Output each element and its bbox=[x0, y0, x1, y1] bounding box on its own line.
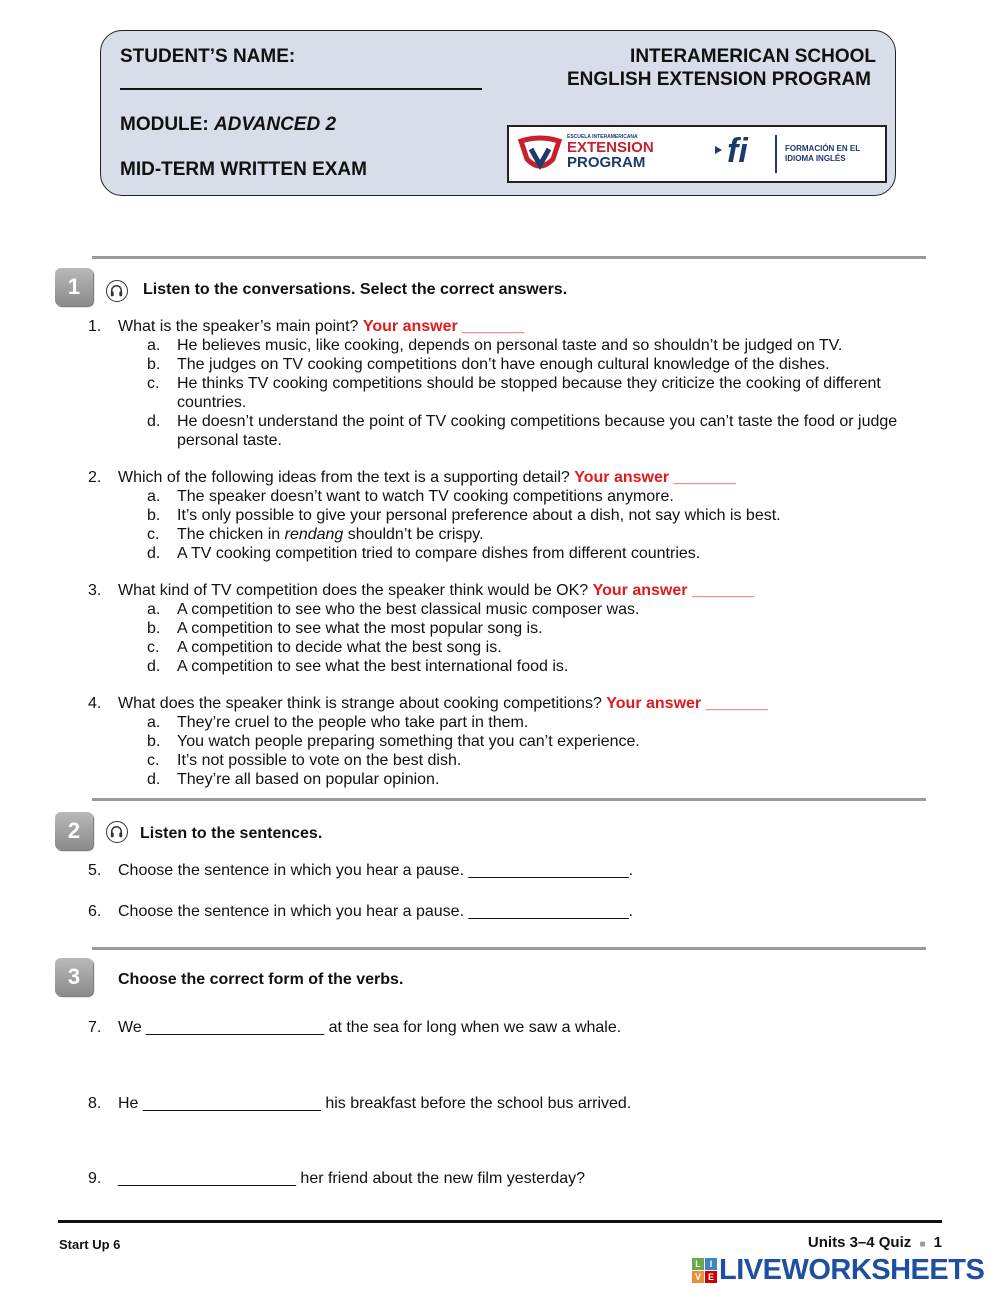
question-text-wrap bbox=[118, 317, 524, 336]
question-text: What kind of TV competition does the speaker think would be OK? bbox=[118, 582, 589, 599]
section-divider bbox=[92, 256, 926, 259]
module-label bbox=[120, 114, 336, 136]
option-text bbox=[177, 525, 917, 544]
question-text: We ____________________ at the sea for long when we saw a whale. bbox=[118, 1019, 622, 1036]
tile-l: L bbox=[692, 1258, 704, 1270]
option-text: You watch people preparing something that you can’t experience. bbox=[177, 733, 640, 750]
logo-extension-text: EXTENSION bbox=[567, 139, 654, 156]
question-number: 8. bbox=[88, 1095, 102, 1112]
option-text-italic: rendang bbox=[284, 526, 344, 543]
logo-formacion-line1: FORMACIÓN EN EL bbox=[785, 144, 861, 153]
answer-field[interactable]: Your answer _______ bbox=[362, 318, 525, 335]
answer-field[interactable]: Your answer _______ bbox=[592, 582, 755, 599]
option-text: A TV cooking competition tried to compare dishes from different countries. bbox=[177, 545, 701, 562]
question-text: ____________________ her friend about the new film yesterday? bbox=[118, 1170, 586, 1187]
tile-i: I bbox=[705, 1258, 717, 1270]
option-text: He doesn’t understand the point of TV cooking competitions because you can’t taste the food or judge personal taste. bbox=[177, 413, 898, 449]
question-number: 9. bbox=[88, 1170, 102, 1187]
question-number: 7. bbox=[88, 1019, 102, 1036]
option-label: c. bbox=[147, 375, 160, 392]
option-label: d. bbox=[147, 545, 161, 562]
question-text-wrap bbox=[118, 694, 768, 713]
headphones-icon[interactable] bbox=[106, 280, 128, 302]
option-label: d. bbox=[147, 658, 161, 675]
option-text: A competition to see who the best classical music composer was. bbox=[177, 601, 640, 618]
program-name: ENGLISH EXTENSION PROGRAM bbox=[566, 69, 871, 90]
option-label: b. bbox=[147, 733, 161, 750]
play-arrow-icon bbox=[715, 146, 722, 154]
footer-quiz-label bbox=[808, 1234, 942, 1251]
option-label: a. bbox=[147, 601, 161, 618]
answer-field[interactable]: Your answer _______ bbox=[606, 695, 768, 712]
option-label: a. bbox=[147, 337, 161, 354]
question-number: 5. bbox=[88, 862, 102, 879]
exam-title: MID-TERM WRITTEN EXAM bbox=[120, 159, 367, 180]
option-label: a. bbox=[147, 488, 161, 505]
question-text: Choose the sentence in which you hear a pause. __________________. bbox=[118, 903, 634, 920]
headphones-glyph bbox=[107, 822, 126, 841]
option-label: b. bbox=[147, 620, 161, 637]
tile-v: V bbox=[692, 1271, 704, 1283]
extension-shield-icon bbox=[517, 135, 563, 175]
logo-divider bbox=[775, 135, 777, 173]
option-text: He thinks TV cooking competitions should be stopped because they criticize the cooking of different countries. bbox=[177, 375, 881, 411]
school-name: INTERAMERICAN SCHOOL bbox=[630, 46, 876, 67]
logo-small-text: ESCUELA INTERAMERICANA bbox=[567, 134, 638, 140]
option-text: They’re cruel to the people who take part in them. bbox=[177, 714, 529, 731]
section-instruction: Choose the correct form of the verbs. bbox=[118, 971, 404, 988]
section-divider bbox=[92, 947, 926, 950]
section-instruction: Listen to the conversations. Select the correct answers. bbox=[143, 281, 568, 298]
footer-page-number: 1 bbox=[933, 1234, 942, 1251]
question-number: 2. bbox=[88, 469, 102, 486]
logo-formacion-line2: IDIOMA INGLÉS bbox=[785, 154, 846, 163]
section-divider bbox=[92, 798, 926, 801]
question-number: 1. bbox=[88, 318, 102, 335]
question-text: Which of the following ideas from the text is a supporting detail? bbox=[118, 469, 570, 486]
section-instruction: Listen to the sentences. bbox=[140, 825, 323, 842]
option-label: b. bbox=[147, 507, 161, 524]
footer-quiz-text: Units 3–4 Quiz bbox=[807, 1234, 912, 1251]
option-label: a. bbox=[147, 714, 161, 731]
student-name-line[interactable] bbox=[120, 88, 482, 90]
program-logo bbox=[507, 125, 887, 183]
question-text: He ____________________ his breakfast before the school bus arrived. bbox=[118, 1095, 632, 1112]
module-label-text: MODULE: bbox=[120, 114, 209, 135]
logo-program-text: PROGRAM bbox=[567, 154, 646, 171]
section-badge: 3 bbox=[55, 958, 93, 996]
section-badge: 2 bbox=[55, 812, 93, 850]
headphones-glyph bbox=[107, 281, 126, 300]
section-badge: 1 bbox=[55, 268, 93, 306]
liveworksheets-tiles-icon bbox=[692, 1258, 718, 1284]
module-value: ADVANCED 2 bbox=[213, 114, 337, 135]
liveworksheets-brand: LIVEWORKSHEETS bbox=[719, 1254, 985, 1286]
question-text-wrap bbox=[118, 468, 736, 487]
option-label: b. bbox=[147, 356, 161, 373]
option-text: They’re all based on popular opinion. bbox=[177, 771, 440, 788]
logo-fi-text: fi bbox=[727, 132, 748, 170]
answer-field[interactable]: Your answer _______ bbox=[574, 469, 736, 486]
question-text-wrap bbox=[118, 581, 754, 600]
option-text: The judges on TV cooking competitions don’t have enough cultural knowledge of the dishes. bbox=[177, 356, 830, 373]
option-label: c. bbox=[147, 639, 160, 656]
option-text: He believes music, like cooking, depends on personal taste and so shouldn’t be judged on TV. bbox=[177, 337, 843, 354]
option-label: d. bbox=[147, 413, 161, 430]
question-text: What does the speaker think is strange about cooking competitions? bbox=[118, 695, 602, 712]
option-text: A competition to decide what the best song is. bbox=[177, 639, 502, 656]
option-text: The speaker doesn’t want to watch TV cooking competitions anymore. bbox=[177, 488, 674, 505]
option-text-pre: The chicken in bbox=[177, 526, 285, 543]
logo-formacion-text bbox=[785, 144, 860, 164]
footer-book-title: Start Up 6 bbox=[59, 1237, 121, 1252]
option-text: A competition to see what the best international food is. bbox=[177, 658, 569, 675]
question-number: 4. bbox=[88, 695, 102, 712]
option-text-post: shouldn’t be crispy. bbox=[343, 526, 484, 543]
option-label: c. bbox=[147, 752, 160, 769]
option-text: It’s only possible to give your personal preference about a dish, not say which is best. bbox=[177, 507, 781, 524]
option-label: d. bbox=[147, 771, 161, 788]
footer-bullet-icon: ■ bbox=[919, 1239, 926, 1250]
tile-e: E bbox=[705, 1271, 717, 1283]
question-text: What is the speaker’s main point? bbox=[118, 318, 359, 335]
headphones-icon[interactable] bbox=[106, 821, 128, 843]
option-text: A competition to see what the most popular song is. bbox=[177, 620, 543, 637]
question-number: 3. bbox=[88, 582, 102, 599]
option-label: c. bbox=[147, 526, 160, 543]
question-text: Choose the sentence in which you hear a pause. __________________. bbox=[118, 862, 634, 879]
footer-rule bbox=[58, 1220, 942, 1223]
student-name-label: STUDENT’S NAME: bbox=[120, 46, 296, 67]
option-text: It’s not possible to vote on the best dish. bbox=[177, 752, 462, 769]
question-number: 6. bbox=[88, 903, 102, 920]
